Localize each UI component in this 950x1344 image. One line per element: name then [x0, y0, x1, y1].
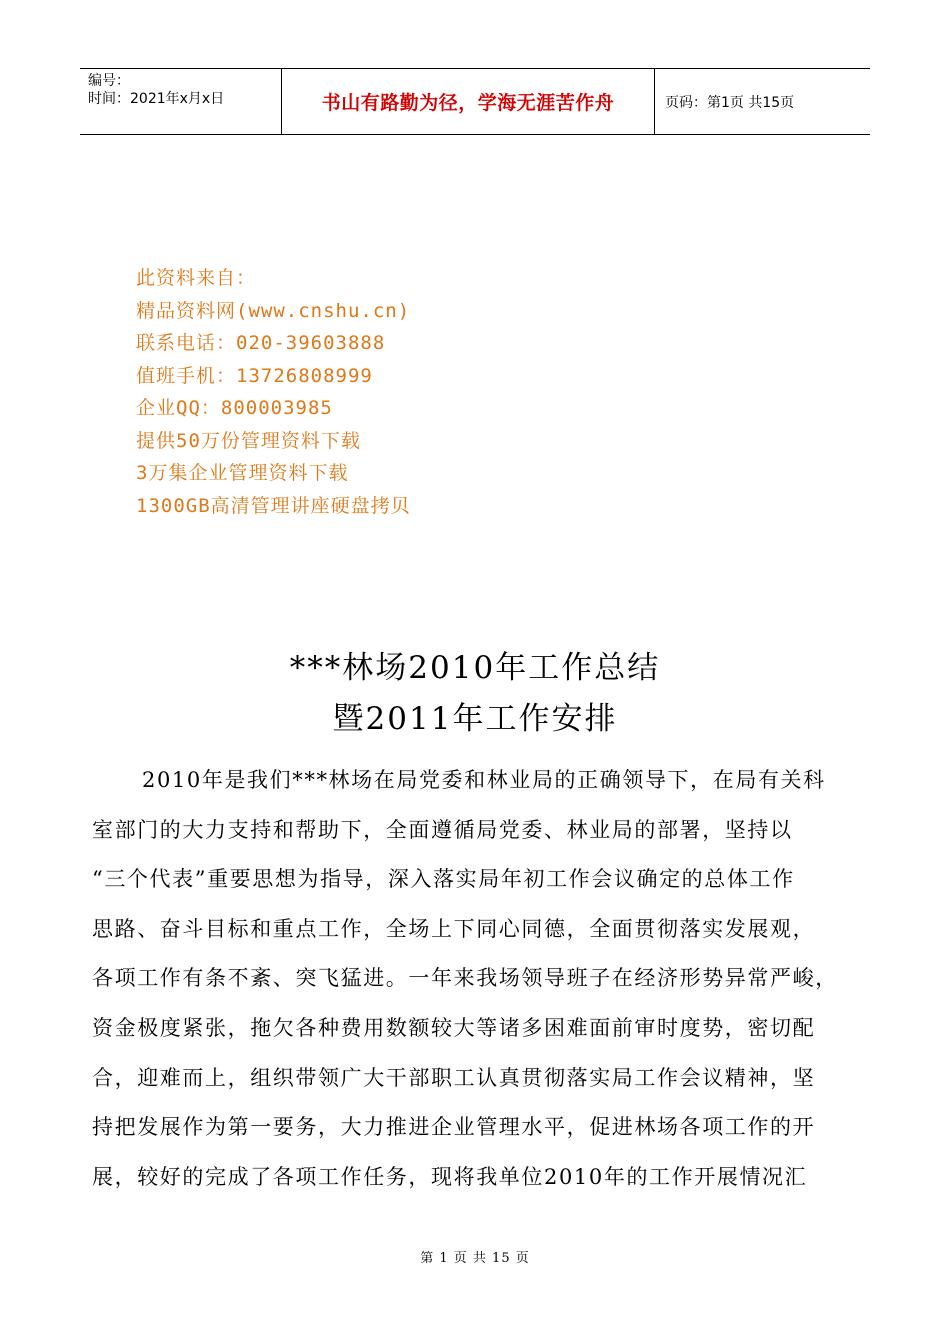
document-body [92, 756, 872, 1202]
document-title: ***林场2010年工作总结 [289, 650, 661, 686]
motto-text: 书山有路勤为径，学海无涯苦作舟 [321, 92, 615, 114]
source-mobile-line: 值班手机：13726808999 [136, 364, 373, 387]
source-offer-line: 3万集企业管理资料下载 [136, 462, 349, 484]
body-line: 2010年是我们***林场在局党委和林业局的正确领导下，在局有关科 [142, 768, 826, 792]
body-line: 持把发展作为第一要务，大力推进企业管理水平，促进林场各项工作的开 [92, 1115, 816, 1140]
body-line: 思路、奋斗目标和重点工作，全场上下同心同德，全面贯彻落实发展观， [92, 916, 816, 941]
header-meta-cell [80, 69, 282, 134]
body-line: 各项工作有条不紊、突飞猛进。一年来我场领导班子在经济形势异常严峻， [92, 966, 838, 991]
source-line: 此资料来自： [136, 267, 257, 289]
source-offer-line: 1300GB高清管理讲座硬盘拷贝 [136, 494, 411, 517]
number-label: 编号： [88, 73, 130, 89]
source-website-line: 精品资料网(www.cnshu.cn) [136, 299, 411, 322]
page-info: 页码：第1页 共15页 [665, 94, 795, 111]
page-footer: 第 1 页 共 15 页 [420, 1251, 530, 1266]
source-phone-line: 联系电话：020-39603888 [136, 332, 386, 354]
source-offer-line: 提供50万份管理资料下载 [136, 429, 361, 452]
source-info-block [136, 262, 411, 522]
body-line: 资金极度紧张，拖欠各种费用数额较大等诸多困难面前审时度势，密切配 [92, 1015, 816, 1040]
body-line: 合，迎难而上，组织带领广大干部职工认真贯彻落实局工作会议精神，坚 [92, 1065, 816, 1090]
header-page-cell [655, 69, 870, 134]
document-subtitle: 暨2011年工作安排 [332, 701, 618, 737]
time-label: 时间：2021年x月x日 [88, 91, 225, 107]
source-qq-line: 企业QQ：800003985 [136, 397, 333, 419]
body-line: 室部门的大力支持和帮助下，全面遵循局党委、林业局的部署，坚持以 [92, 817, 793, 842]
header-motto-cell [282, 69, 655, 134]
document-header [80, 68, 870, 135]
body-line: “三个代表”重要思想为指导，深入落实局年初工作会议确定的总体工作 [92, 867, 795, 892]
body-line: 展，较好的完成了各项工作任务，现将我单位2010年的工作开展情况汇 [92, 1164, 808, 1189]
